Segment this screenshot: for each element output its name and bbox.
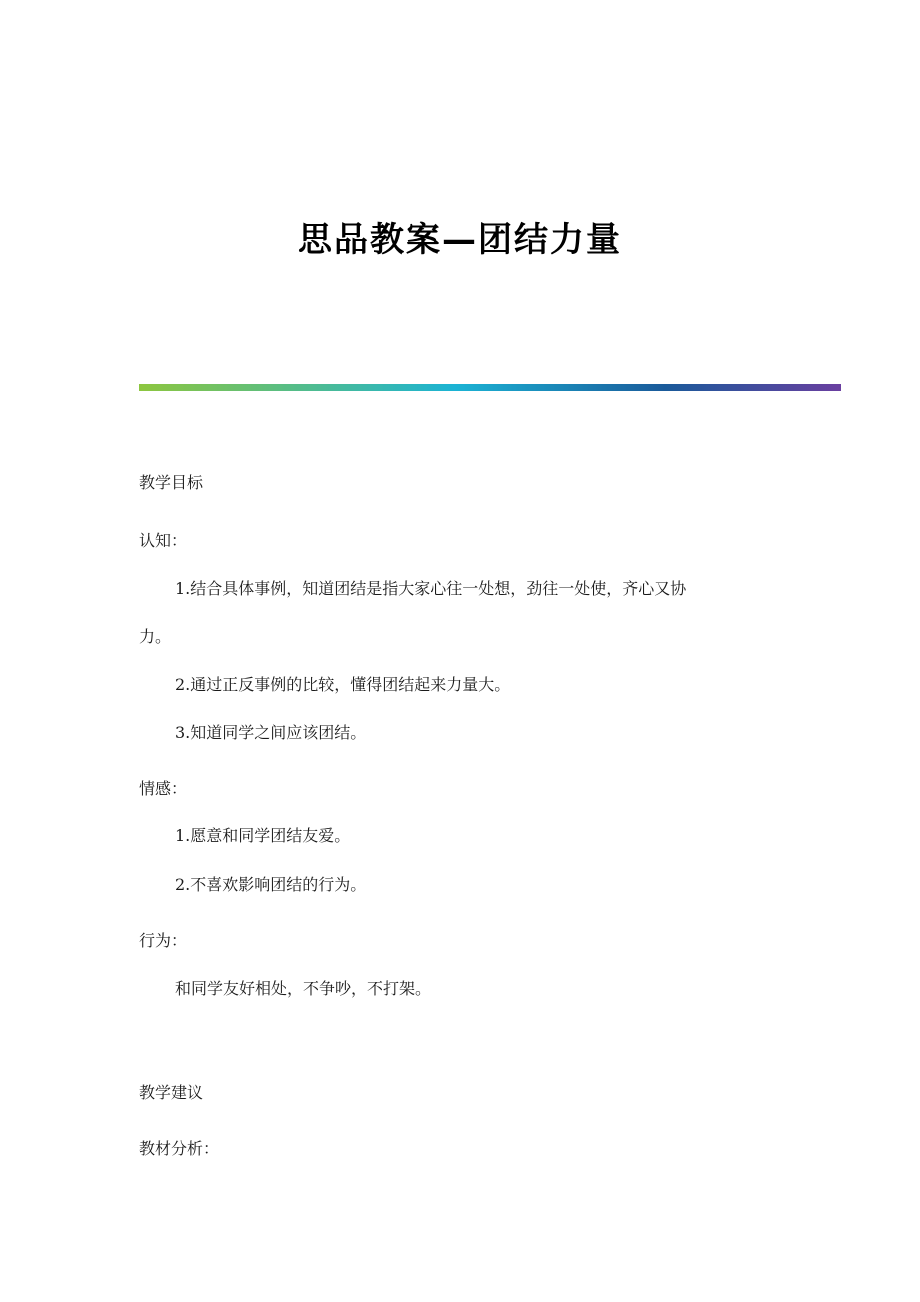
section-heading-advice: 教学建议 [139, 1083, 204, 1102]
behavior-item-1: 和同学友好相处，不争吵，不打架。 [175, 979, 432, 998]
label-behavior: 行为： [139, 931, 188, 950]
emotion-item-2: 2.不喜欢影响团结的行为。 [175, 875, 367, 894]
label-emotion: 情感： [139, 779, 188, 798]
document-title: 思品教案—团结力量 [298, 220, 622, 260]
cognition-item-2: 2.通过正反事例的比较，懂得团结起来力量大。 [175, 675, 511, 694]
section-heading-goals: 教学目标 [139, 473, 204, 492]
cognition-item-3: 3.知道同学之间应该团结。 [175, 723, 367, 742]
cognition-item-1-continued: 力。 [139, 627, 172, 646]
divider-bar [139, 384, 841, 391]
label-cognition: 认知： [139, 531, 188, 550]
cognition-item-1: 1.结合具体事例，知道团结是指大家心往一处想，劲往一处使，齐心又协 [175, 579, 687, 598]
emotion-item-1: 1.愿意和同学团结友爱。 [175, 826, 351, 845]
label-material-analysis: 教材分析： [139, 1139, 220, 1158]
title-divider [139, 384, 841, 391]
